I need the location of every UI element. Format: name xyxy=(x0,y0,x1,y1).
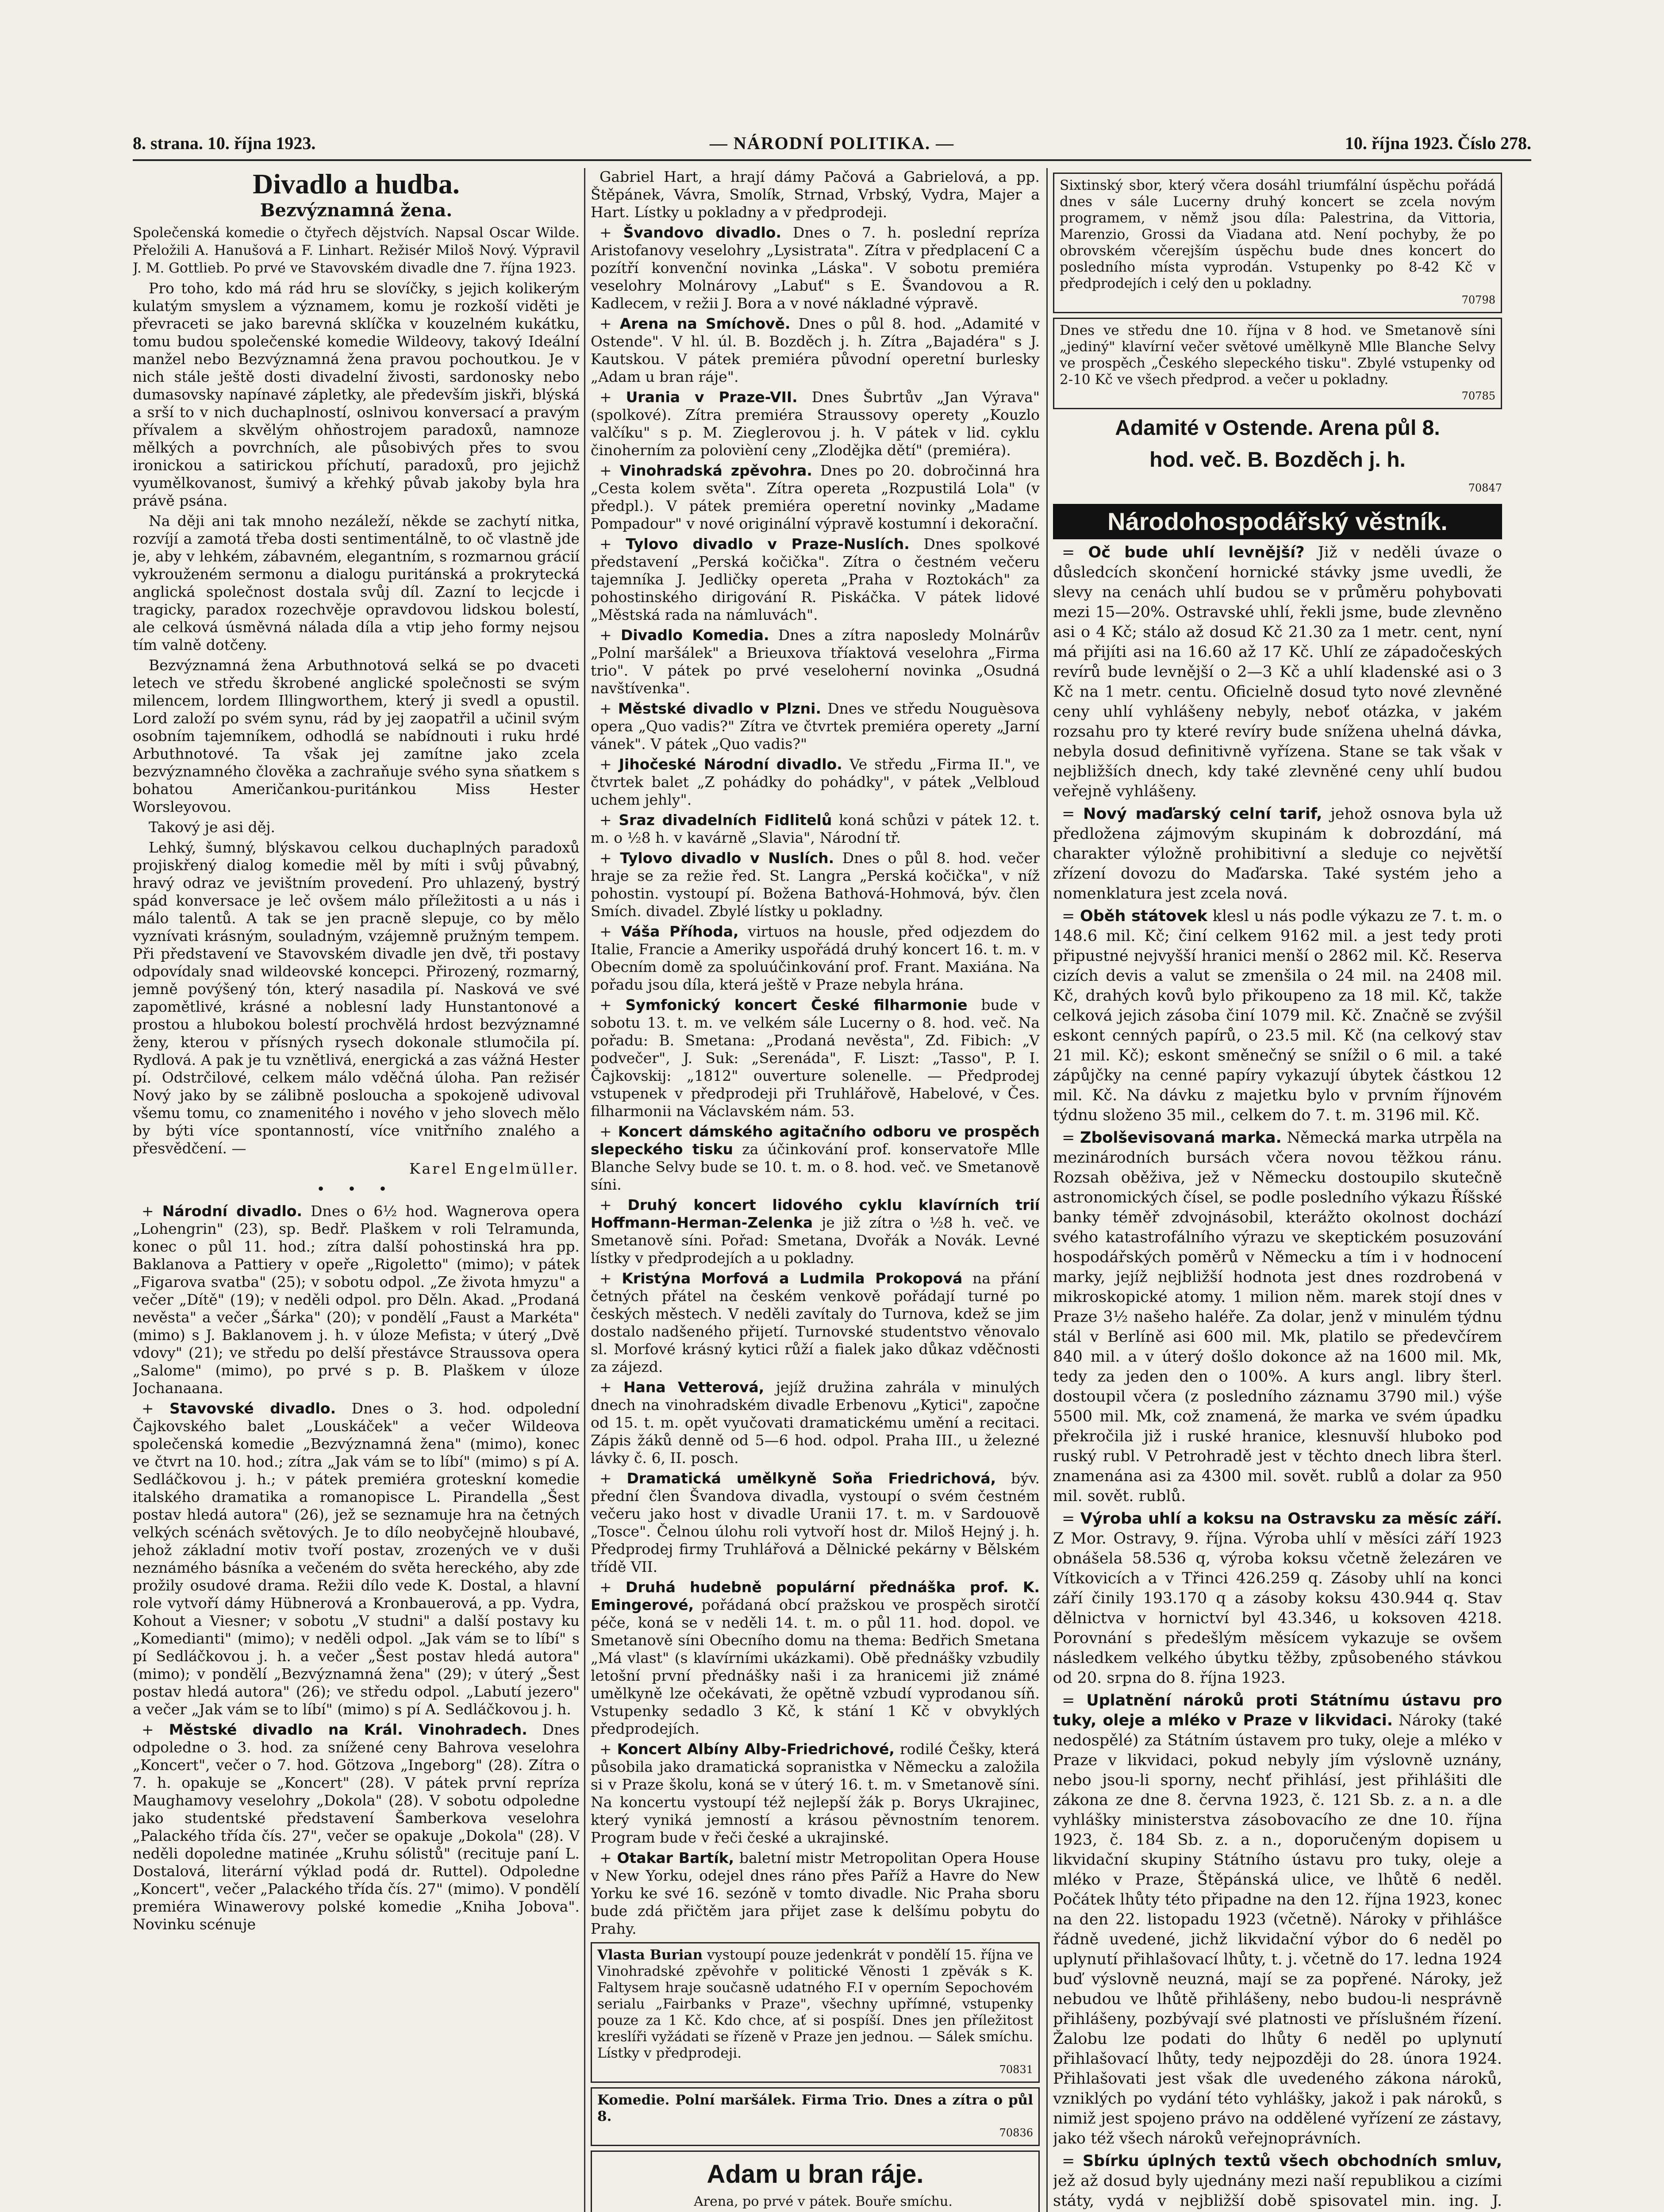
page-header xyxy=(133,128,1531,161)
notice-text: Dnes o 6½ hod. Wagnerova opera „Lohengrin" (23), sp. Bedř. Plaškem v roli Telramunda, konec o půl 11. hod.; zítra další pohostinská hra pp. Baklanova a Pattiery v opeře „Rigoletto" (mimo); v pátek „Figarova svatba" (25); v sobotu odpol. „Ze života hmyzu" a večer „Dítě" (19); v neděli odpol. pro Děln. Akad. „Prodaná nevěsta" a večer „Šárka" (20); v pondělí „Faust a Markéta" (mimo) s J. Baklanovem j. h. v úloze Mefista; v úterý „Dvě vdovy" (21); ve středu po delší přestávce Straussova opera „Salome" (mimo), po prvé s p. B. Plaškem v úloze Jochanaana. xyxy=(133,1202,580,1397)
notice: + Městské divadlo v Plzni. Dnes ve středu Nouguèsova opera „Quo vadis?" Zítra ve čtvrtek premiéra operety „Jarní vánek". V pátek „Quo vadis?" xyxy=(591,700,1040,753)
notice: + Druhá hudebně populární přednáška prof. K. Emingerové, pořádaná obcí pražskou ve prospěch sirotčí péče, koná se v neděli 14. t. m. o půl 11. hod. dopol. ve Smetanově síni Obecního domu na thema: Bedřich Smetana „Má vlast" (s klavírními ukázkami). Obě přednášky vzbudily letošní první přednášky naši i za hranicemi již známé umělkyně lze očekávati, že opětně vzbudí vyprodanou síň. Vstupenky sedadlo 3 Kč, k stání 1 Kč v obvyklých předprodejích. xyxy=(591,1578,1040,1737)
notice: + Arena na Smíchově. Dnes o půl 8. hod. „Adamité v Ostende". V hl. úl. B. Bozděch j. h. Zítra „Bajadéra" s J. Kautskou. V pátek premiéra původní operetní burlesky „Adam u bran ráje". xyxy=(591,315,1040,385)
notice: + Druhý koncert lidového cyklu klavírních trií Hoffmann-Herman-Zelenka je již zítra o ½8 h. več. ve Smetanově síni. Pořad: Smetana, Dvořák a Novák. Levné lístky v předprodejích a u pokladny. xyxy=(591,1196,1040,1267)
notice-text: pořádaná obcí pražskou ve prospěch sirotčí péče, koná se v neděli 14. t. m. o půl 11. hod. dopol. ve Smetanově síni Obecního domu na thema: Bedřich Smetana „Má vlast" (s klavírními ukázkami). Obě přednášky vzbudily letošní první přednášky naši i za hranicemi již známé umělkyně lze očekávati, že opětně vzbudí vyprodanou síň. Vstupenky sedadlo 3 Kč, k stání 1 Kč v obvyklých předprodejích. xyxy=(591,1596,1040,1737)
notice-text: na přání četných přátel na českém venkově pořádají turné po českých městech. V neděli zavítaly do Turnova, kdež se jim dostalo nadšeného přijetí. Turnovské studentstvo věnovalo sl. Morfové krásný kytici růží a fialek jako důkaz vděčnosti za zájezd. xyxy=(591,1270,1040,1375)
notice-text: Dnes o 3. hod. odpolední Čajkovského balet „Louskáček" a večer Wildeova společenská komedie „Bezvýznamná žena" (mimo), konec ve čtvrt na 10. hod.; zítra „Jak vám se to líbí" (mimo) s pí A. Sedláčkovou j. h.; v pátek premiéra groteskní komedie italského dramatika a romanopisce L. Pirandella „Šest postav hledá autora" (26), jež se seznamuje hra na četných velkých scénách světových. Je to dílo neobyčejně hloubavé, jehož základní motiv tvoří postav, zrozených ve v duši neznámého básníka a večeném do světa hereckého, aby zde prožily osudové drama. Režii dílo vede K. Dostal, a hlavní role vytvoří dámy Hübnerová a Kronbauerová, a pp. Vydra, Kohout a Viesner; v sobotu „V studni" a další postavy ku „Komedianti" (mimo); v neděli odpol. „Jak vám se to líbí" s pí Sedláčkovou j. h. a večer „Šest postav hledá autora" (mimo); v pondělí „Bezvýznamná žena" (29); v úterý „Šest postav hledá autora" (26); ve středu odpol. „Labutí jezero" a večer „Jak vám se to líbí" (mimo) s pí A. Sedláčkovou j. h. xyxy=(133,1400,580,1718)
review-signature: Karel Engelmüller. xyxy=(409,1160,580,1177)
notice-text: Dnes ve středu Nouguèsova opera „Quo vadis?" Zítra ve čtvrtek premiéra operety „Jarní vánek". V pátek „Quo vadis?" xyxy=(591,700,1040,753)
review-credit: Společenská komedie o čtyřech dějstvích. Napsal Oscar Wilde. Přeložili A. Hanušová a F. Linhart. Režisér Miloš Nový. Výpravil J. M. Gottlieb. Po prvé ve Stavovském divadle dne 7. října 1923. xyxy=(133,225,580,276)
ad-komedia xyxy=(591,2087,1040,2146)
notice-text: baletní mistr Metropolitan Opera House v New Yorku, odejel dnes ráno přes Paříž a Havre do New Yorku ke své 16. sezóně v tomto divadle. Nic Praha sboru bude zdá přičtěm jara přijet zase k delšímu pobytu do Prahy. xyxy=(591,1849,1040,1937)
review-paragraph: Pro toho, kdo má rád hru se slovíčky, s jejich kolikerým kulatým smyslem a významem, komu je rozkoší viděti je převraceti se jako barevná sklíčka v kouzelném kukátku, tomu budou společenské komedie Wildeovy, takový Ideální manžel nebo Bezvýznamná žena pravou pochoutkou. Je v nich stále ještě dosti divadelní živosti, sardonosky nebo dumasovsky napínavé zápletky, ale především jiskři, blýská a srší to v nich duchaplností, oslnivou konversací a pravým přívalem a skvělým ohňostrojem paradoxů, namnoze mělkých a povrchních, ale působivých přes to svou ironickou a satirickou příchutí, paradoxů, pro jejichž vyumělkovanost, šumivý a křehký půvab jakoby byla hra právě psána. xyxy=(133,280,580,509)
notice-text: je již zítra o ½8 h. več. ve Smetanově síni. Pořad: Smetana, Dvořák a Novák. Levné lístky v předprodejích a u pokladny. xyxy=(591,1214,1040,1267)
notice: + Otakar Bartík, baletní mistr Metropolitan Opera House v New Yorku, odejel dnes ráno přes Paříž a Havre do New Yorku ke své 16. sezóně v tomto divadle. Nic Praha sboru bude zdá přičtěm jara přijet zase k delšímu pobytu do Prahy. xyxy=(591,1849,1040,1937)
column-notices xyxy=(591,168,1040,2212)
ad-sixtinsky xyxy=(1053,173,1502,313)
economy-article: = Uplatnění nároků proti Státnímu ústavu pro tuky, oleje a mléko v Praze v likvidaci. Nároky (také nedospělé) za Státním ústavem pro tuky, oleje a mléko v Praze v likvidaci, pokud nebyly jím výslovně uznány, nebo jsou-li sporny, nechť přihlásí, jest přihlášiti dle zákona ze dne 8. června 1923, č. 121 Sb. z. a n. a dle vyhlášky ministerstva zásobovacího ze dne 10. října 1923, č. 184 Sb. z. a n., doporučeným dopisem u likvidační skupiny Státního ústavu pro tuky, oleje a mléko v Praze, Štěpánská ulice, ve lhůtě 6 neděl. Počátek lhůty této připadne na den 12. října 1923, konec na den 22. listopadu 1923 (včetně). Nároky v přihlášce řádně uvedené, jichž likvidační výbor do 6 neděl po uplynutí přihlašovací lhůty, t. j. včetně do 17. ledna 1924 buď výslovně neuzná, mají se za popřené. Nároky, jež nebudou ve lhůtě přihlášeny, nebo budou-li nesprávně přihlášeny, pozbývají své platnosti ve příslušném řízení. Žalobu lze podati do lhůty 6 neděl po uplynutí přihlašovací lhůty, tedy nejpozději do 28. února 1924. Přihlašovati jest však dle uvedeného zákona nároků, vzniklých po vydání této vyhlášky, jakož i pak nároků, s nimiž jest spojeno právo na oddělené vyřízení ze zástavy, jako též všech nároků veřejnoprávních. xyxy=(1053,1692,1502,2147)
notice-name: Tylovo divadlo v Nuslích. xyxy=(620,849,834,867)
notice: + Urania v Praze-VII. Dnes Šubrtův „Jan Výrava" (spolkové). Zítra premiéra Straussovy operety „Kouzlo valčíku" s p. M. Zieglerovou j. h. V pátek v lid. cyklu činoherním za polovièní ceny „Zlodějka dětí" (premiéra). xyxy=(591,388,1040,459)
economy-article: = Oč bude uhlí levnější? Již v neděli úvaze o důsledcích skončení hornické stávky jsme uvedli, že slevy na cenách uhlí budou se v průměru pohybovati mezi 15—20%. Ostravské uhlí, řekli jsme, bude zlevněno asi o 4 Kč; stálo až dosud Kč 21.30 za 1 metr. cent, nyní má přijíti asi na 16.60 až 17 Kč. Uhlí ze západočeských revírů bude levnější o 2—3 Kč a uhlí kladenské asi o 3 Kč na 1 metr. centu. Oficielně dosud tyto nové zlevněné ceny uhlí vyhlášeny nebyly, neboť otázka, v jakém rozsahu pro ty které revíry bude snížena uhelná dávka, nebyla dosud definitivně vyřízena. Stane se tak však v nejbližších dnech, kdy také zlevněné ceny uhlí budou veřejně vyhlášeny. xyxy=(1053,544,1502,800)
notice: + Kristýna Morfová a Ludmila Prokopová na přání četných přátel na českém venkově pořádají turné po českých městech. V neděli zavítaly do Turnova, kdež se jim dostalo nadšeného přijetí. Turnovské studentstvo věnovalo sl. Morfové krásný kytici růží a fialek jako důkaz vděčnosti za zájezd. xyxy=(591,1270,1040,1375)
review-paragraph: Bezvýznamná žena Arbuthnotová selká se po dvaceti letech ve středu škrobené anglické společnosti se svým milencem, lordem Illingworthem, který ji svedl a opustil. Lord založí po svém synu, rád by jej zaopatřil a učinil svým osobním tajemníkem, odhodlá se nabídnouti i ruku hrdé Arbuthnotové. Ta však jej zamítne jako zcela bezvýznamného člověka a zachraňuje svého syna sňatkem s bohatou Američankou-puritánkou Miss Hester Worsleyovou. xyxy=(133,657,580,815)
notice-name: Stavovské divadlo. xyxy=(169,1400,336,1417)
ad-text: vystoupí pouze jedenkrát v pondělí 15. října ve Vinohradské zpěvohře v politické Věnosti 1 zpěvák s K. Faltysem hraje současně udatného F.I v operním Sepochovém serialu „Fairbanks v Praze", všechny upřímné, vstupenky pouze za 1 Kč. Kdo chce, ať si pospíší. Dnes jen příležitost kreslíři vyžádati se řízeně v Praze jen jednou. — Sálek smíchu. Lístky v předprodeji. xyxy=(597,1947,1033,2061)
notice-name: Váša Příhoda, xyxy=(621,923,739,940)
article-text: Německá marka utrpěla na mezinárodních bursách včera novou těžkou ránu. Rozsah oběživa, jež v Německu dostoupilo skutečně astronomických čísel, se podle posledního výkazu Říšské banky téměř zdvojnásobil, kterážto okolnost dochází svého katastrofálního výrazu ve skeptickém posuzování hospodářských poměrů v Německu a tím i v hodnocení marky, jejíž nejbližší hodnota jest dnes rozdrobená v mikroskopické atomy. 1 milion něm. marek stojí dnes v Praze 3½ našeho haléře. Za dolar, jenž v minulém týdnu stál v Berlíně asi 600 mil. Mk, platilo se předevčírem 840 mil. a v úterý došlo dokonce až na 1600 mil. Mk, tedy za jeden den o 100%. A kurs angl. libry šterl. dostoupil včera (z posledního záznamu 3790 mil.) výše 5500 mil. Mk, což znamená, že marka ve svém úpadku překročila již i ruské hranice, klesnuvší hluboko pod ruský rubl. V Petrohradě jest v těchto dnech libra šterl. znamenána asi za 4300 mil. sovět. rublů a dolar za 950 mil. sovět. rublů. xyxy=(1053,1129,1502,1505)
section-title: Divadlo a hudba. xyxy=(253,168,460,200)
notice-name: Švandovo divadlo. xyxy=(623,224,782,241)
article-text: jež až dosud byly ujednány mezi naší republikou a cizími státy, vydá v nejbližší době spisovatel min. ing. J. xyxy=(1053,2172,1502,2210)
notice-name: Druhá hudebně populární přednáška prof. K. Emingerové, xyxy=(591,1578,1040,1613)
notice-text: za účinkování prof. konservatoře Mlle Blanche Selvy bude se 10. t. m. o 8. hod. več. ve Smetanově síni. xyxy=(591,1141,1040,1193)
notice-text: Dnes o půl 8. hod. „Adamité v Ostende". V hl. úl. B. Bozděch j. h. Zítra „Bajadéra" s J. Kautskou. V pátek premiéra původní operetní burlesky „Adam u bran ráje". xyxy=(591,315,1040,385)
theatre-notice: + Národní divadlo. Dnes o 6½ hod. Wagnerova opera „Lohengrin" (23), sp. Bedř. Plaškem v roli Telramunda, konec o půl 11. hod.; zítra další pohostinská hra pp. Baklanova a Pattiery v opeře „Rigoletto" (mimo); v pátek „Figarova svatba" (25); v sobotu odpol. „Ze života hmyzu" a večer „Dítě" (19); v neděli odpol. pro Děln. Akad. „Prodaná nevěsta" a večer „Šárka" (20); v pondělí „Faust a Markéta" (mimo) s J. Baklanovem j. h. v úloze Mefista; v úterý „Dvě vdovy" (21); ve středu po delší přestávce Straussova opera „Salome" (mimo), po prvé s p. B. Plaškem v úloze Jochanaana. xyxy=(133,1202,580,1397)
notice-name: Dramatická umělkyně Soňa Friedrichová, xyxy=(626,1470,996,1487)
notice: + Jihočeské Národní divadlo. Ve středu „Firma II.", ve čtvrtek balet „Z pohádky do pohádky", v pátek „Velbloud uchem jehly". xyxy=(591,756,1040,808)
notice-text: virtuos na housle, před odjezdem do Italie, Francie a Ameriky uspořádá druhý koncert 16. t. m. v Obecním domě za spoluúčinkování prof. Frant. Maxiána. Na pořadu jsou díla, která ještě v Praze nebyla hrána. xyxy=(591,923,1040,993)
economy-article: = Sbírku úplných textů všech obchodních smluv, jež až dosud byly ujednány mezi naší republikou a cizími státy, vydá v nejbližší době spisovatel min. ing. J. xyxy=(1053,2151,1502,2212)
notice-name: Arena na Smíchově. xyxy=(619,315,791,332)
article-text: Nároky (také nedospělé) za Státním ústavem pro tuky, oleje a mléko v Praze v likvidaci, pokud nebyly jím výslovně uznány, nebo jsou-li sporny, nechť přihlásí, jest přihlášiti dle zákona ze dne 8. června 1923, č. 121 Sb. z. a n. a dle vyhlášky ministerstva zásobovacího ze dne 10. října 1923, č. 184 Sb. z. a n., doporučeným dopisem u likvidační skupiny Státního ústavu pro tuky, oleje a mléko v Praze, Štěpánská ulice, ve lhůtě 6 neděl. Počátek lhůty této připadne na den 12. října 1923, konec na den 22. listopadu 1923 (včetně). Nároky v přihlášce řádně uvedené, jichž likvidační výbor do 6 neděl po uplynutí přihlašovací lhůty, t. j. včetně do 17. ledna 1924 buď výslovně neuzná, mají se za popřené. Nároky, jež nebudou ve lhůtě přihlášeny, nebo budou-li nesprávně přihlášeny, pozbývají své platnosti ve příslušném řízení. Žalobu lze podati do lhůty 6 neděl po uplynutí přihlašovací lhůty, tedy nejpozději do 28. února 1924. Přihlašovati jest však dle uvedeného zákona nároků, vzniklých po vydání této vyhlášky, jakož i pak nároků, s nimiž jest spojeno právo na oddělené vyřízení ze zástavy, jako též všech nároků veřejnoprávních. xyxy=(1053,1712,1502,2147)
economy-section-title: Národohospodářský věstník. xyxy=(1053,504,1502,539)
notice-name: Městské divadlo na Král. Vinohradech. xyxy=(169,1721,527,1738)
article-title: Sbírku úplných textů všech obchodních smluv, xyxy=(1082,2152,1502,2170)
article-title: Oběh státovek xyxy=(1080,907,1207,925)
notice-name: Tylovo divadlo v Praze-Nuslích. xyxy=(626,535,910,553)
review-title: Bezvýznamná žena. xyxy=(260,200,453,221)
ad-number: 70847 xyxy=(1468,482,1502,494)
article-title: Nový maďarský celní tarif, xyxy=(1083,805,1322,823)
article-text: klesl u nás podle výkazu ze 7. t. m. o 148.6 mil. Kč; činí celkem 9162 mil. a jest tedy proti připustné nejvyšší hranici menší o 2862 mil. Kč. Reserva cizích devis a valut se zmenšila o 24 mil. na 2408 mil. Kč, drahých kovů bylo přikoupeno za 18 mil. Kč, takže celková jejich zásoba činí 1079 mil. Kč. Značně se zvýšil eskont cenných papírů, o 23.5 mil. Kč (na celkový stav 21 mil. Kč); eskont směnečný se snížil o 6 mil. a také zápůjčky na cenné papíry vykazují úbytek částkou 12 mil. Kč. Na dávku z majetku bylo v prvním říjnovém týdnu složeno 35 mil., celkem do 7. t. m. 3196 mil. Kč. xyxy=(1053,907,1502,1124)
economy-article: = Oběh státovek klesl u nás podle výkazu ze 7. t. m. o 148.6 mil. Kč; činí celkem 9162 mil. a jest tedy proti připustné nejvyšší hranici menší o 2862 mil. Kč. Reserva cizích devis a valut se zmenšila o 24 mil. na 2408 mil. Kč, drahých kovů bylo přikoupeno za 18 mil. Kč, takže celková jejich zásoba činí 1079 mil. Kč. Značně se zvýšil eskont cenných papírů, o 23.5 mil. Kč (na celkový stav 21 mil. Kč); eskont směnečný se snížil o 6 mil. a také zápůjčky na cenné papíry vykazují úbytek částkou 12 mil. Kč. Na dávku z majetku bylo v prvním říjnovém týdnu složeno 35 mil., celkem do 7. t. m. 3196 mil. Kč. xyxy=(1053,907,1502,1124)
notice-name: Kristýna Morfová a Ludmila Prokopová xyxy=(622,1270,963,1287)
notice-name: Hana Vetterová, xyxy=(623,1379,765,1396)
article-title: Výroba uhlí a koksu na Ostravsku za měsíc září. xyxy=(1080,1510,1502,1528)
review-paragraph: Lehký, šumný, blýskavou celkou duchaplných paradoxů projiskřený dialog komedie měl by míti i svůj půvabný, hravý odraz ve jevištním provedení. Pro uhlazený, bystrý spád konversace je leč ovšem málo příležitosti a u nás i málo talentů. A tak se jen pracně slepuje, co by mělo vyznívati krásným, souladným, vzájemně pružným tempem. Při představení ve Stavovském divadle jen dvě, tři postavy odpovídaly snad wildeovské koncepci. Přirozený, rozmarný, jemně povýšený tón, který nasadila pí. Nasková ve své zapomětlivé, krásné a noblesní lady Hunstantonové a prostou a hlubokou bolestí prochvělá hrdost bezvýznamné ženy, kterou v přísných rysech dokonale stlumočila pí. Rydlová. A pak je tu vznětlivá, energická a zas vážná Hester pí. Odstrčilové, celkem málo vděčná úloha. Pan režisér Nový jako by se zálibně posloucha a spokojeně udivoval všemu tomu, co znamenitého i nového v jeho slovech mělo by býti více spontanností, více vnitřního znalého a přesvědčení. — xyxy=(133,839,580,1157)
article-text: Již v neděli úvaze o důsledcích skončení hornické stávky jsme uvedli, že slevy na cenách uhlí budou se v průměru pohybovati mezi 15—20%. Ostravské uhlí, řekli jsme, bude zlevněno asi o 4 Kč; stálo až dosud Kč 21.30 za 1 metr. cent, nyní má přijíti asi na 16.60 až 17 Kč. Uhlí ze západočeských revírů bude levnější o 2—3 Kč a uhlí kladenské asi o 3 Kč na 1 metr. centu. Oficielně dosud tyto nové zlevněné ceny uhlí vyhlášeny nebyly, neboť otázka, v jakém rozsahu pro ty které revíry bude snížena uhelná dávka, nebyla dosud definitivně vyřízena. Stane se tak však v nejbližších dnech, kdy také zlevněné ceny uhlí budou veřejně vyhlášeny. xyxy=(1053,544,1502,800)
economy-article: = Výroba uhlí a koksu na Ostravsku za měsíc září. Z Mor. Ostravy, 9. října. Výroba uhlí v měsíci září 1923 obnášela 58.536 q, výroba koksu včetně železáren ve Vítkovicích a v Třinci 426.259 q. Zásoby uhlí na konci září činily 193.170 q a zásoby koksu 430.944 q. Stav dělnictva v hornictví byl 43.346, u koksoven 4218. Porovnání s předešlým měsícem vykazuje se ovšem následkem velkého úbytku těžby, způsobeného stávkou od 20. srpna do 8. října 1923. xyxy=(1053,1510,1502,1687)
review-paragraph: Takový je asi děj. xyxy=(149,818,276,836)
notice-name: Jihočeské Národní divadlo. xyxy=(619,756,842,773)
notice-text: Dnes spolkové představení „Perská kočička". Zítra o čestném večeru tajemníka J. Jedličky opereta „Praha v Roztokách" za pohostinského dirigování R. Piskáčka. V pátek lidové „Městská rada na námluvách". xyxy=(591,535,1040,623)
notice-text: koná schůzi v pátek 12. t. m. o ½8 h. v kavárně „Slavia", Národní tř. xyxy=(591,811,1040,846)
notice-name: Druhý koncert lidového cyklu klavírních trií Hoffmann-Herman-Zelenka xyxy=(591,1196,1040,1231)
economy-article: = Zbolševisovaná marka. Německá marka utrpěla na mezinárodních bursách včera novou těžkou ránu. Rozsah oběživa, jež v Německu dostoupilo skutečně astronomických čísel, se podle posledního výkazu Říšské banky téměř zdvojnásobil, kterážto okolnost dochází svého katastrofálního výrazu ve skeptickém posuzování hospodářských poměrů v Německu a tím i v hodnocení marky, jejíž nejbližší hodnota jest dnes rozdrobená v mikroskopické atomy. 1 milion něm. marek stojí dnes v Praze 3½ našeho haléře. Za dolar, jenž v minulém týdnu stál v Berlíně asi 600 mil. Mk, platilo se předevčírem 840 mil. a v úterý došlo dokonce až na 1600 mil. Mk, tedy za jeden den o 100%. A kurs angl. libry šterl. dostoupil včera (z posledního záznamu 3790 mil.) výše 5500 mil. Mk, což znamená, že marka ve svém úpadku překročila již i ruské hranice, klesnuvší hluboko pod ruský rubl. V Petrohradě jest v těchto dnech libra šterl. znamenána asi za 4300 mil. sovět. rublů a dolar za 950 mil. sovět. rublů. xyxy=(1053,1129,1502,1505)
notice-name: Urania v Praze-VII. xyxy=(626,388,798,406)
notice: + Tylovo divadlo v Nuslích. Dnes o půl 8. hod. večer hraje se za režie řed. St. Langra „Perská kočička", v níž pohostin. vystoupí pí. Božena Bathová-Hohmová, býv. člen Smích. divadel. Zbylé lístky u pokladny. xyxy=(591,849,1040,920)
review-paragraph: Na ději ani tak mnoho nezáleží, někde se zachytí nitka, rozvíjí a zamotá třeba dosti sentimentálně, to oč vlastně jde je, aby v lehkém, zábavném, elegantním, s rozmarnou grácií vykrouženém sermonu a dialogu puritánská a prokrytecká anglická společnost dostala svůj díl. Zazní to lecjcde i tragicky, paradox rozechvěje opravdovou lidskou bolestí, ale celková úsměvná nálada díla a vtip jeho formy nejsou tím valně dotčeny. xyxy=(133,512,580,653)
column-divider xyxy=(1046,168,1048,2212)
notice-text: Gabriel Hart, a hrají dámy Pačová a Gabrielová, a pp. Štěpánek, Vávra, Smolík, Strnad, Vrbský, Vydra, Majer a Hart. Lístky u pokladny a v předprodeji. xyxy=(591,168,1040,221)
ad-burian xyxy=(591,1942,1040,2083)
notice-text: býv. přední člen Švandova divadla, vystoupí o svém čestném večeru jako host v divadle Uranii 17. t. m. v Sardouově „Tosce". Čelnou úlohu roli vytvoří host dr. Miloš Hejný j. h. Předprodej firmy Truhlářová a Dělnické pekárny v Bělském třídě VII. xyxy=(591,1470,1040,1575)
notice-text: bude v sobotu 13. t. m. ve velkém sále Lucerny o 8. hod. več. Na pořadu: B. Smetana: „Prodaná nevěsta", Zd. Fibich: „V podvečer", J. Suk: „Serenáda", F. Liszt: „Tasso", P. I. Čajkovskij: „1812" ouverture solenelle. — Předprodej vstupenek v předprodeji při Truhlářově, Habelové, v Čes. filharmonii na Václavském nám. 53. xyxy=(591,996,1040,1120)
notice-name: Vinohradská zpěvohra. xyxy=(619,462,812,479)
separator-stars: • • • xyxy=(316,1180,396,1198)
article-text: Z Mor. Ostravy, 9. října. Výroba uhlí v měsíci září 1923 obnášela 58.536 q, výroba koksu včetně železáren ve Vítkovicích a v Třinci 426.259 q. Zásoby uhlí na konci září činily 193.170 q a zásoby koksu 430.944 q. Stav dělnictva v hornictví byl 43.346, u koksoven 4218. Porovnání s předešlým měsícem vykazuje se ovšem následkem velkého úbytku těžby, způsobeného stávkou od 20. srpna do 8. října 1923. xyxy=(1053,1530,1502,1687)
ad-title: Adamité v Ostende. Arena půl 8. xyxy=(1115,416,1440,440)
theatre-notice: + Městské divadlo na Král. Vinohradech. Dnes odpoledne o 3. hod. za snížené ceny Bahrova veselohra „Koncert", večer o 7. hod. Götzova „Ingeborg" (28). Zítra o 7. h. opakuje se „Koncert" (28). V pátek první repríza Maughamovy veselohry „Dokola" (28). V sobotu odpoledne jako studentské představení Šamberkova veselohra „Palackého třída čís. 27", večer se opakuje „Dokola" (28). V neděli dopoledne matinée „Kruhu sólistů" (recituje paní L. Dostalová, literární výklad podá dr. Ruttel). Odpoledne „Koncert", večer „Palackého třída čís. 27" (mimo). V pondělí premiéra Winawerovy polské komedie „Kniha Jobova". Novinku scénuje xyxy=(133,1721,580,1933)
ad-number xyxy=(597,2210,1033,2212)
notice: + Koncert dámského agitačního odboru ve prospěch slepeckého tisku za účinkování prof. konservatoře Mlle Blanche Selvy bude se 10. t. m. o 8. hod. več. ve Smetanově síni. xyxy=(591,1123,1040,1193)
notice-name: Sraz divadelních Fidlitelů xyxy=(619,811,832,829)
notice-text: Dnes Šubrtův „Jan Výrava" (spolkové). Zítra premiéra Straussovy operety „Kouzlo valčíku" s p. M. Zieglerovou j. h. V pátek v lid. cyklu činoherním za polovièní ceny „Zlodějka dětí" (premiéra). xyxy=(591,388,1040,459)
notice: + Tylovo divadlo v Praze-Nuslích. Dnes spolkové představení „Perská kočička". Zítra o čestném večeru tajemníka J. Jedličky opereta „Praha v Roztokách" za pohostinského dirigování R. Piskáčka. V pátek lidové „Městská rada na námluvách". xyxy=(591,535,1040,623)
ad-selva xyxy=(1053,318,1502,409)
notice-text: jejíž družina zahrála v minulých dnech na vinohradském divadle Erbenovu „Kytici", započne od 15. t. m. opět vyučovati dramatickému umění a recitaci. Zápis žáků denně od 5—6 hod. odpol. Praha III., u železné lávky č. 6, II. posch. xyxy=(591,1379,1040,1467)
column-theatre xyxy=(133,168,580,2212)
column-divider xyxy=(584,168,585,2212)
ad-subtitle: hod. več. B. Bozděch j. h. xyxy=(1149,448,1406,472)
article-title: Zbolševisovaná marka. xyxy=(1080,1129,1282,1147)
notice-text: Dnes o 7. h. poslední repríza Aristofanovy veselohry „Lysistrata". Zítra v předplacení C a pozítří konvenční novinka „Láska". V sobotu premiéra veselohry Molnárovy „Labuť" s E. Švandovou a R. Kadlecem, v režii J. Bora a v nové nákladné výpravě. xyxy=(591,224,1040,312)
ad-text: Komedie. Polní maršálek. Firma Trio. Dnes a zítra o půl 8. xyxy=(597,2092,1033,2124)
notice: + Váša Příhoda, virtuos na housle, před odjezdem do Italie, Francie a Ameriky uspořádá druhý koncert 16. t. m. v Obecním domě za spoluúčinkování prof. Frant. Maxiána. Na pořadu jsou díla, která ještě v Praze nebyla hrána. xyxy=(591,923,1040,993)
notice-text: Ve středu „Firma II.", ve čtvrtek balet „Z pohádky do pohádky", v pátek „Velbloud uchem jehly". xyxy=(591,756,1040,808)
header-masthead: — NÁRODNÍ POLITIKA. — xyxy=(709,133,955,153)
ad-subtitle: Arena, po prvé v pátek. Bouře smíchu. xyxy=(694,2194,953,2209)
notice: + Sraz divadelních Fidlitelů koná schůzi v pátek 12. t. m. o ½8 h. v kavárně „Slavia", Národní tř. xyxy=(591,811,1040,846)
theatre-notice: + Stavovské divadlo. Dnes o 3. hod. odpolední Čajkovského balet „Louskáček" a večer Wildeova společenská komedie „Bezvýznamná žena" (mimo), konec ve čtvrt na 10. hod.; zítra „Jak vám se to líbí" (mimo) s pí A. Sedláčkovou j. h.; v pátek premiéra groteskní komedie italského dramatika a romanopisce L. Pirandella „Šest postav hledá autora" (26), jež se seznamuje hra na četných velkých scénách světových. Je to dílo neobyčejně hloubavé, jehož základní motiv tvoří postav, zrozených ve v duši neznámého básníka a večeném do světa hereckého, aby zde prožily osudové drama. Režii dílo vede K. Dostal, a hlavní role vytvoří dámy Hübnerová a Kronbauerová, a pp. Vydra, Kohout a Viesner; v sobotu „V studni" a další postavy ku „Komedianti" (mimo); v neděli odpol. „Jak vám se to líbí" s pí Sedláčkovou j. h. a večer „Šest postav hledá autora" (mimo); v pondělí „Bezvýznamná žena" (29); v úterý „Šest postav hledá autora" (26); ve středu odpol. „Labutí jezero" a večer „Jak vám se to líbí" (mimo) s pí A. Sedláčkovou j. h. xyxy=(133,1400,580,1718)
ad-number: 70798 xyxy=(1461,294,1495,306)
notice: + Koncert Albíny Alby-Friedrichové, rodilé Češky, která působila jako dramatická sopranistka v Německu a založila si v Praze školu, koná se v úterý 16. t. m. v Smetanově síni. Na koncertu vystoupí též nejlepší žák p. Borys Ukrajinec, který vyniká jemností a krásou pěvnostním tenorem. Program bude v řeči české a ukrajinské. xyxy=(591,1740,1040,1846)
article-text: jehož osnova byla už předložena zájmovým skupinám k dobrozdání, má charakter výložně prohibitivní a sleduje co největší zřízení dovozu do Maďarska. Také systém jeho a nomenklatura jest zcela nová. xyxy=(1053,805,1502,902)
notice-name: Koncert Albíny Alby-Friedrichové, xyxy=(617,1740,895,1758)
economy-article: = Nový maďarský celní tarif, jehož osnova byla už předložena zájmovým skupinám k dobrozdání, má charakter výložně prohibitivní a sleduje co největší zřízení dovozu do Maďarska. Také systém jeho a nomenklatura jest zcela nová. xyxy=(1053,805,1502,902)
notice: + Dramatická umělkyně Soňa Friedrichová, býv. přední člen Švandova divadla, vystoupí o svém čestném večeru jako host v divadle Uranii 17. t. m. v Sardouově „Tosce". Čelnou úlohu roli vytvoří host dr. Miloš Hejný j. h. Předprodej firmy Truhlářová a Dělnické pekárny v Bělském třídě VII. xyxy=(591,1470,1040,1575)
article-title: Oč bude uhlí levnější? xyxy=(1088,544,1305,561)
ad-text: Sixtinský sbor, který včera dosáhl triumfální úspěchu pořádá dnes v sále Lucerny druhý koncert se zcela novým programem, v němž jsou díla: Palestrina, da Vittoria, Marenzio, Grossi da Viadana atd. Není pochyby, že po obrovském včerejším úspěchu bude dnes koncert do posledního místa vyprodán. Vstupenky po 8-42 Kč v předprodejích i celý den u pokladny. xyxy=(1060,177,1495,292)
notice-text: rodilé Češky, která působila jako dramatická sopranistka v Německu a založila si v Praze školu, koná se v úterý 16. t. m. v Smetanově síni. Na koncertu vystoupí též nejlepší žák p. Borys Ukrajinec, který vyniká jemností a krásou pěvnostním tenorem. Program bude v řeči české a ukrajinské. xyxy=(591,1740,1040,1846)
notice-text: Dnes odpoledne o 3. hod. za snížené ceny Bahrova veselohra „Koncert", večer o 7. hod. Götzova „Ingeborg" (28). Zítra o 7. h. opakuje se „Koncert" (28). V pátek první repríza Maughamovy veselohry „Dokola" (28). V sobotu odpoledne jako studentské představení Šamberkova veselohra „Palackého třída čís. 27", večer se opakuje „Dokola" (28). V neděli dopoledne matinée „Kruhu sólistů" (recituje paní L. Dostalová, literární výklad podá dr. Ruttel). Odpoledne „Koncert", večer „Palackého třída čís. 27" (mimo). V pondělí premiéra Winawerovy polské komedie „Kniha Jobova". Novinku scénuje xyxy=(133,1721,580,1933)
notice: + Vinohradská zpěvohra. Dnes po 20. dobročinná hra „Cesta kolem světa". Zítra opereta „Rozpustilá Lola" (v předpl.). V pátek premiéra operetní novinky „Madame Pompadour" v nové originální výpravě kostumní i dekorační. xyxy=(591,462,1040,532)
article-title: Uplatnění nároků proti Státnímu ústavu pro tuky, oleje a mléko v Praze v likvidaci. xyxy=(1053,1692,1502,1729)
notice: + Hana Vetterová, jejíž družina zahrála v minulých dnech na vinohradském divadle Erbenovu „Kytici", započne od 15. t. m. opět vyučovati dramatickému umění a recitaci. Zápis žáků denně od 5—6 hod. odpol. Praha III., u železné lávky č. 6, II. posch. xyxy=(591,1379,1040,1467)
header-right: 10. října 1923. Číslo 278. xyxy=(1345,133,1531,153)
notice-text: Dnes a zítra naposledy Molnárův „Polní maršálek" a Brieuxova tříaktová veselohra „Firma trio". V pátek po prvé veseloherní novinka „Osudná navštívenka". xyxy=(591,626,1040,697)
ad-number: 70836 xyxy=(999,2127,1033,2139)
notice xyxy=(591,168,1040,221)
header-left: 8. strana. 10. října 1923. xyxy=(133,133,316,153)
notice-text: Dnes o půl 8. hod. večer hraje se za režie řed. St. Langra „Perská kočička", v níž pohostin. vystoupí pí. Božena Bathová-Hohmová, býv. člen Smích. divadel. Zbylé lístky u pokladny. xyxy=(591,849,1040,920)
ad-number: 70831 xyxy=(999,2063,1033,2076)
notice-name: Národní divadlo. xyxy=(162,1202,302,1220)
notice-name: Otakar Bartík, xyxy=(617,1849,734,1866)
ad-title: Adam u bran ráje. xyxy=(707,2160,924,2189)
ad-title: Vlasta Burian xyxy=(597,1947,703,1963)
ad-number: 70785 xyxy=(1461,390,1495,402)
notice: + Divadlo Komedia. Dnes a zítra naposledy Molnárův „Polní maršálek" a Brieuxova tříaktová veselohra „Firma trio". V pátek po prvé veseloherní novinka „Osudná navštívenka". xyxy=(591,626,1040,697)
notice: + Švandovo divadlo. Dnes o 7. h. poslední repríza Aristofanovy veselohry „Lysistrata". Zítra v předplacení C a pozítří konvenční novinka „Láska". V sobotu premiéra veselohry Molnárovy „Labuť" s E. Švandovou a R. Kadlecem, v režii J. Bora a v nové nákladné výpravě. xyxy=(591,224,1040,312)
ad-adamite xyxy=(1053,415,1502,497)
notice-name: Koncert dámského agitačního odboru ve prospěch slepeckého tisku xyxy=(591,1123,1040,1158)
notice-name: Symfonický koncert České filharmonie xyxy=(625,996,968,1014)
notice: + Symfonický koncert České filharmonie bude v sobotu 13. t. m. ve velkém sále Lucerny o 8. hod. več. Na pořadu: B. Smetana: „Prodaná nevěsta", Zd. Fibich: „V podvečer", J. Suk: „Serenáda", F. Liszt: „Tasso", P. I. Čajkovskij: „1812" ouverture solenelle. — Předprodej vstupenek v předprodeji při Truhlářově, Habelové, v Čes. filharmonii na Václavském nám. 53. xyxy=(591,996,1040,1120)
ad-text: Dnes ve středu dne 10. října v 8 hod. ve Smetanově síni „jediný" klavírní večer světové umělkyně Mlle Blanche Selvy ve prospěch „Českého slepeckého tisku". Zbylé vstupenky od 2-10 Kč ve všech předprod. a večer u pokladny. xyxy=(1060,323,1495,388)
notice-name: Městské divadlo v Plzni. xyxy=(618,700,821,717)
notice-text: Dnes po 20. dobročinná hra „Cesta kolem světa". Zítra opereta „Rozpustilá Lola" (v předpl.). V pátek premiéra operetní novinky „Madame Pompadour" v nové originální výpravě kostumní i dekorační. xyxy=(591,462,1040,532)
column-economy xyxy=(1053,168,1502,2212)
notice-name: Divadlo Komedia. xyxy=(620,626,769,644)
ad-adam xyxy=(591,2151,1040,2212)
